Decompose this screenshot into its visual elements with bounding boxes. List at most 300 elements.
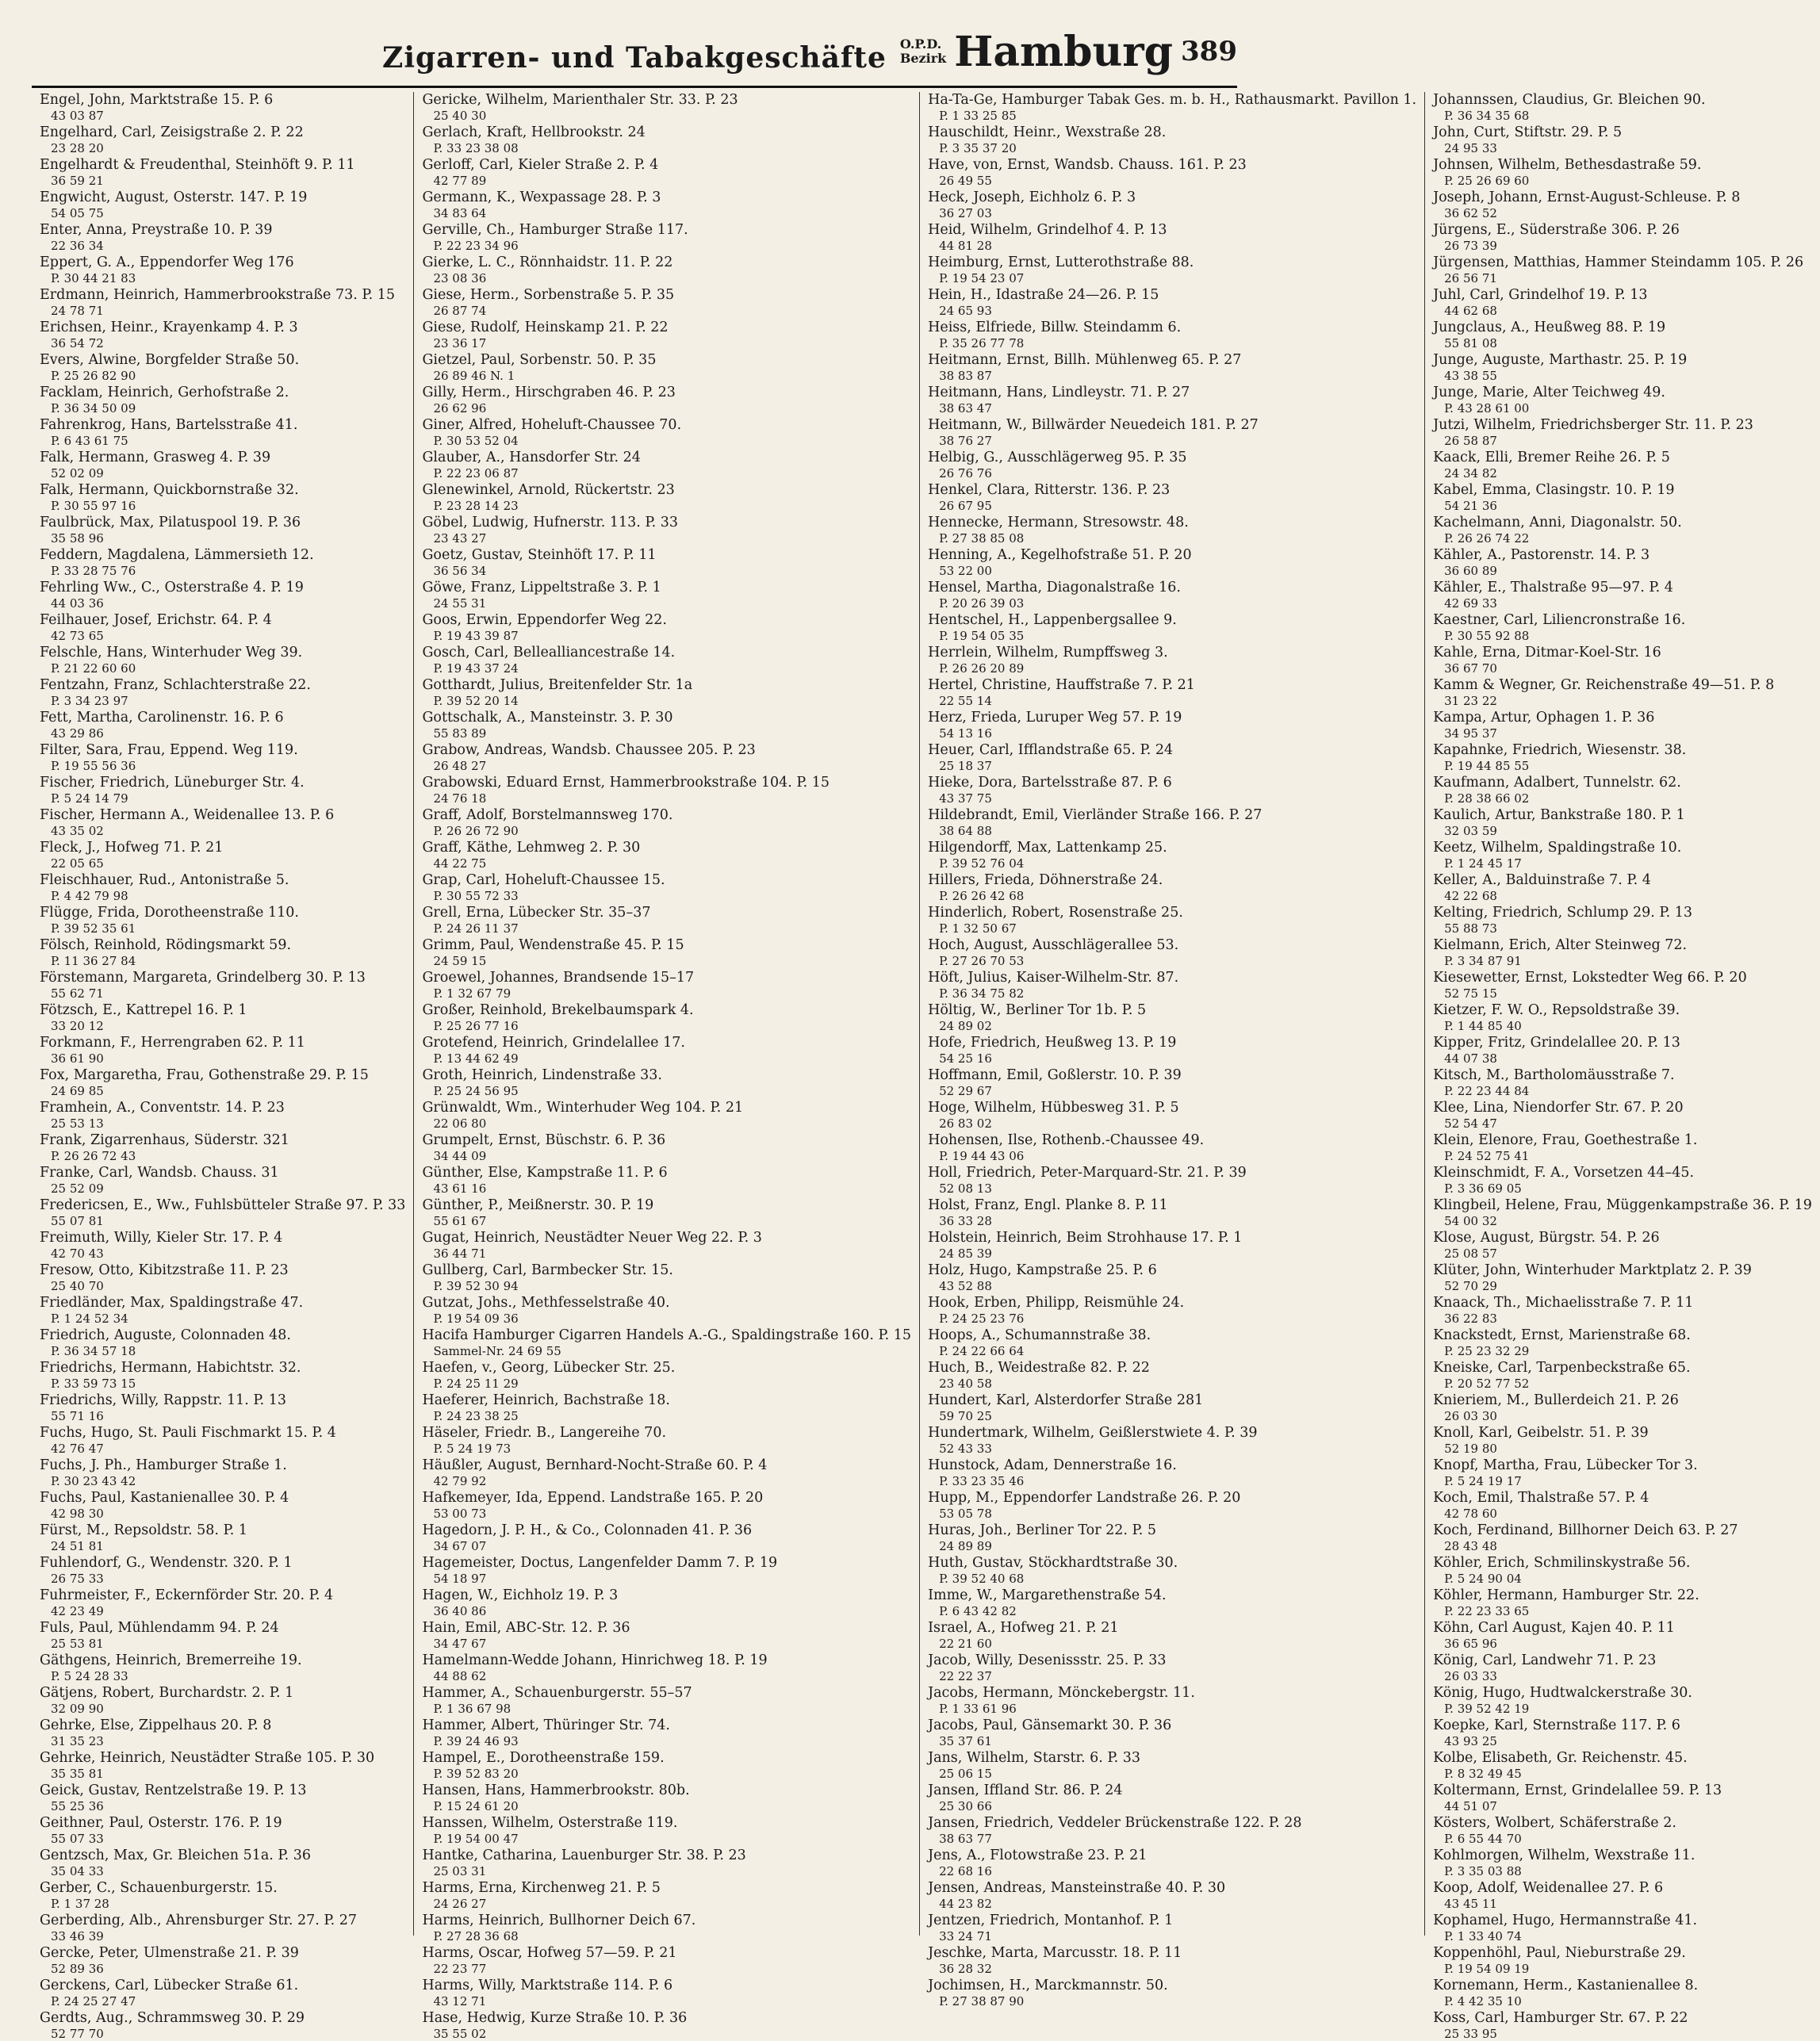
entry-name: Gosch, Carl, Bellealliancestraße 14. <box>422 645 676 661</box>
directory-entry <box>1433 1392 1812 1423</box>
entry-name: Goetz, Gustav, Steinhöft 17. P. 11 <box>422 547 657 563</box>
entry-phone: P. 33 23 35 46 <box>939 1474 1025 1488</box>
entry-name: Geithner, Paul, Osterstr. 176. P. 19 <box>40 1815 282 1831</box>
entry-phone: P. 24 52 75 41 <box>1444 1149 1530 1163</box>
directory-entry <box>928 450 1416 481</box>
entry-phone: P. 21 22 60 60 <box>51 661 136 676</box>
directory-entry <box>1433 1067 1812 1098</box>
directory-entry <box>422 1295 911 1326</box>
entry-name: Grumpelt, Ernst, Büschstr. 6. P. 36 <box>422 1132 666 1148</box>
entry-name: Giese, Rudolf, Heinskamp 21. P. 22 <box>422 320 669 335</box>
entry-phone: 22 06 80 <box>433 1116 487 1131</box>
entry-name: Hase, Hedwig, Kurze Straße 10. P. 36 <box>422 2010 688 2026</box>
directory-entry <box>1433 1197 1812 1228</box>
entry-name: Haeferer, Heinrich, Bachstraße 18. <box>422 1392 670 1408</box>
entry-name: Goos, Erwin, Eppendorfer Weg 22. <box>422 612 667 628</box>
entry-name: Höft, Julius, Kaiser-Wilhelm-Str. 87. <box>928 970 1179 986</box>
directory-entry <box>1433 124 1812 155</box>
entry-phone: 44 22 75 <box>433 856 487 871</box>
entry-name: Flügge, Frida, Dorotheenstraße 110. <box>40 905 299 921</box>
entry-phone: P. 39 52 20 14 <box>433 694 519 708</box>
entry-phone: P. 6 55 44 70 <box>1444 1832 1522 1846</box>
directory-entry <box>928 1457 1416 1488</box>
entry-name: Kahle, Erna, Ditmar-Koel-Str. 16 <box>1433 645 1661 661</box>
directory-entry <box>928 352 1416 383</box>
directory-entry <box>928 1035 1416 1066</box>
directory-entry <box>40 450 405 481</box>
entry-name: Harms, Oscar, Hofweg 57—59. P. 21 <box>422 1945 677 1961</box>
entry-phone: 25 40 70 <box>51 1279 104 1293</box>
directory-entry <box>1433 1685 1812 1716</box>
entry-phone: 52 89 36 <box>51 1962 104 1976</box>
entry-name: Frank, Zigarrenhaus, Süderstr. 321 <box>40 1132 289 1148</box>
directory-entry <box>1433 1978 1812 2008</box>
directory-entry <box>928 1197 1416 1228</box>
entry-name: Gietzel, Paul, Sorbenstr. 50. P. 35 <box>422 352 657 368</box>
entry-phone: 43 52 88 <box>939 1279 992 1293</box>
directory-entry <box>40 1327 405 1358</box>
directory-entry <box>1433 775 1812 806</box>
entry-name: Hoffmann, Emil, Goßlerstr. 10. P. 39 <box>928 1067 1182 1083</box>
directory-entry <box>40 320 405 350</box>
directory-entry <box>1433 482 1812 513</box>
directory-entry <box>1433 742 1812 773</box>
directory-entry <box>422 1783 911 1813</box>
entry-name: Harms, Erna, Kirchenweg 21. P. 5 <box>422 1880 661 1896</box>
directory-entry <box>422 1848 911 1878</box>
entry-phone: P. 19 43 39 87 <box>433 629 519 643</box>
header-rule <box>32 86 1237 88</box>
directory-entry <box>1433 710 1812 741</box>
entry-name: Gerlach, Kraft, Hellbrookstr. 24 <box>422 124 646 140</box>
directory-entry <box>928 190 1416 220</box>
entry-name: Forkmann, F., Herrengraben 62. P. 11 <box>40 1035 305 1051</box>
directory-entry <box>1433 840 1812 871</box>
entry-phone: 34 47 67 <box>433 1637 487 1651</box>
entry-phone: P. 15 24 61 20 <box>433 1799 519 1813</box>
entry-phone: 52 43 33 <box>939 1442 992 1456</box>
directory-entry <box>40 2010 405 2041</box>
entry-phone: 24 78 71 <box>51 304 104 318</box>
entry-name: Heuer, Carl, Ifflandstraße 65. P. 24 <box>928 742 1174 758</box>
entry-name: Hagemeister, Doctus, Langenfelder Damm 7. P. 19 <box>422 1555 778 1571</box>
entry-phone: P. 22 23 34 96 <box>433 239 519 253</box>
entry-phone: 52 70 29 <box>1444 1279 1497 1293</box>
entry-name: Israel, A., Hofweg 21. P. 21 <box>928 1620 1119 1636</box>
directory-entry <box>1433 1132 1812 1163</box>
entry-phone: 38 63 77 <box>939 1832 992 1846</box>
entry-name: Faulbrück, Max, Pilatuspool 19. P. 36 <box>40 515 301 530</box>
entry-phone: P. 19 54 00 47 <box>433 1832 519 1846</box>
entry-name: Knaack, Th., Michaelisstraße 7. P. 11 <box>1433 1295 1694 1311</box>
directory-entry <box>928 1978 1416 2008</box>
entry-name: Günther, P., Meißnerstr. 30. P. 19 <box>422 1197 654 1213</box>
directory-entry <box>40 840 405 871</box>
directory-entry <box>1433 1880 1812 1911</box>
entry-name: Johnsen, Wilhelm, Bethesdastraße 59. <box>1433 157 1702 173</box>
directory-entry <box>40 1262 405 1293</box>
entry-phone: P. 26 26 72 43 <box>51 1149 136 1163</box>
directory-entry <box>1433 1457 1812 1488</box>
directory-entry <box>928 1165 1416 1196</box>
entry-name: Jacobs, Hermann, Mönckebergstr. 11. <box>928 1685 1195 1701</box>
directory-entry <box>40 287 405 318</box>
directory-entry <box>422 872 911 903</box>
entry-name: Groewel, Johannes, Brandsende 15–17 <box>422 970 695 986</box>
directory-entry <box>928 1750 1416 1781</box>
entry-phone: 34 44 09 <box>433 1149 487 1163</box>
directory-entry <box>928 515 1416 546</box>
entry-name: Gerville, Ch., Hamburger Straße 117. <box>422 222 688 238</box>
entry-name: Jacob, Willy, Desenissstr. 25. P. 33 <box>928 1652 1167 1668</box>
directory-entry <box>422 1978 911 2008</box>
directory-entry <box>40 1522 405 1553</box>
directory-entry <box>928 1587 1416 1618</box>
entry-name: Franke, Carl, Wandsb. Chauss. 31 <box>40 1165 279 1181</box>
entry-phone: 23 28 20 <box>51 141 104 155</box>
entry-phone: 53 05 78 <box>939 1507 992 1521</box>
entry-name: Gehrke, Else, Zippelhaus 20. P. 8 <box>40 1717 272 1733</box>
directory-entry <box>40 1717 405 1748</box>
entry-phone: P. 20 52 77 52 <box>1444 1377 1530 1391</box>
entry-name: Henkel, Clara, Ritterstr. 136. P. 23 <box>928 482 1171 498</box>
directory-entry <box>928 710 1416 741</box>
entry-name: Falk, Hermann, Grasweg 4. P. 39 <box>40 450 271 465</box>
directory-entry <box>40 1783 405 1813</box>
entry-phone: P. 19 55 56 36 <box>51 759 136 773</box>
entry-phone: P. 27 28 36 68 <box>433 1929 519 1943</box>
entry-phone: 36 44 71 <box>433 1246 487 1261</box>
entry-phone: 36 65 96 <box>1444 1637 1497 1651</box>
entry-name: Koepke, Karl, Sternstraße 117. P. 6 <box>1433 1717 1680 1733</box>
directory-entry <box>40 1848 405 1878</box>
entry-name: Klüter, John, Winterhuder Marktplatz 2. P. 39 <box>1433 1262 1752 1278</box>
directory-entry <box>1433 1100 1812 1131</box>
entry-name: Kolbe, Elisabeth, Gr. Reichenstr. 45. <box>1433 1750 1688 1766</box>
entry-phone: 55 07 81 <box>51 1214 104 1228</box>
entry-phone: 43 35 02 <box>51 824 104 838</box>
entry-name: Fox, Margaretha, Frau, Gothenstraße 29. P. 15 <box>40 1067 369 1083</box>
entry-phone: 53 00 73 <box>433 1507 487 1521</box>
entry-name: Häseler, Friedr. B., Langereihe 70. <box>422 1425 667 1441</box>
entry-phone: 36 60 89 <box>1444 564 1497 578</box>
entry-phone: 36 61 90 <box>51 1051 104 1066</box>
entry-name: Höltig, W., Berliner Tor 1b. P. 5 <box>928 1002 1147 1018</box>
entry-phone: 24 65 93 <box>939 304 992 318</box>
entry-name: Gätjens, Robert, Burchardstr. 2. P. 1 <box>40 1685 294 1701</box>
directory-entry <box>40 482 405 513</box>
entry-phone: P. 30 44 21 83 <box>51 271 136 285</box>
entry-phone: 42 70 43 <box>51 1246 104 1261</box>
directory-columns <box>32 92 1812 2041</box>
directory-entry <box>1433 677 1812 708</box>
directory-entry <box>1433 385 1812 415</box>
entry-phone: P. 22 23 33 65 <box>1444 1604 1530 1618</box>
entry-name: Kaestner, Carl, Liliencronstraße 16. <box>1433 612 1686 628</box>
entry-name: Gilly, Herm., Hirschgraben 46. P. 23 <box>422 385 676 400</box>
directory-entry <box>40 1555 405 1586</box>
directory-entry <box>422 1750 911 1781</box>
entry-phone: P. 24 25 27 47 <box>51 1994 136 2008</box>
entry-name: Kietzer, F. W. O., Repsoldstraße 39. <box>1433 1002 1680 1018</box>
page-header <box>32 17 1237 86</box>
entry-phone: 54 18 97 <box>433 1572 487 1586</box>
entry-phone: P. 1 33 25 85 <box>939 109 1017 123</box>
directory-entry <box>928 1685 1416 1716</box>
entry-phone: 43 45 11 <box>1444 1897 1497 1911</box>
entry-phone: 26 73 39 <box>1444 239 1497 253</box>
directory-entry <box>1433 515 1812 546</box>
entry-name: Friedrichs, Hermann, Habichtstr. 32. <box>40 1360 301 1376</box>
entry-phone: 35 04 33 <box>51 1864 104 1878</box>
entry-name: Heitmann, Ernst, Billh. Mühlenweg 65. P. 27 <box>928 352 1242 368</box>
entry-phone: P. 35 26 77 78 <box>939 336 1025 350</box>
entry-phone: 36 54 72 <box>51 336 104 350</box>
entry-name: Kelting, Friedrich, Schlump 29. P. 13 <box>1433 905 1693 921</box>
directory-entry <box>40 124 405 155</box>
entry-name: Groth, Heinrich, Lindenstraße 33. <box>422 1067 662 1083</box>
directory-entry <box>928 1652 1416 1683</box>
entry-name: Jochimsen, H., Marckmannstr. 50. <box>928 1978 1168 1993</box>
directory-entry <box>928 612 1416 643</box>
entry-phone: P. 5 24 28 33 <box>51 1669 128 1683</box>
directory-entry <box>40 645 405 676</box>
entry-phone: P. 19 54 09 19 <box>1444 1962 1530 1976</box>
entry-phone: P. 27 38 87 90 <box>939 1994 1025 2008</box>
entry-name: Grimm, Paul, Wendenstraße 45. P. 15 <box>422 937 684 953</box>
entry-phone: 35 58 96 <box>51 531 104 546</box>
entry-phone: P. 5 24 90 04 <box>1444 1572 1522 1586</box>
entry-name: Koss, Carl, Hamburger Str. 67. P. 22 <box>1433 2010 1688 2026</box>
directory-entry <box>1433 417 1812 448</box>
entry-phone: 26 67 95 <box>939 499 992 513</box>
directory-entry <box>40 1392 405 1423</box>
directory-entry <box>422 905 911 936</box>
entry-name: Knopf, Martha, Frau, Lübecker Tor 3. <box>1433 1457 1698 1473</box>
directory-entry <box>422 1717 911 1748</box>
directory-entry <box>1433 1490 1812 1521</box>
directory-entry <box>40 1652 405 1683</box>
entry-phone: 36 40 86 <box>433 1604 487 1618</box>
entry-name: Gerberding, Alb., Ahrensburger Str. 27. P. 27 <box>40 1913 357 1928</box>
entry-phone: P. 4 42 79 98 <box>51 889 128 903</box>
directory-entry <box>1433 190 1812 220</box>
entry-phone: 25 53 13 <box>51 1116 104 1131</box>
entry-name: Hanssen, Wilhelm, Osterstraße 119. <box>422 1815 678 1831</box>
entry-name: Gentzsch, Max, Gr. Bleichen 51a. P. 36 <box>40 1848 312 1863</box>
entry-name: Jansen, Friedrich, Veddeler Brückenstraße 122. P. 28 <box>928 1815 1302 1831</box>
entry-phone: 26 75 33 <box>51 1572 104 1586</box>
entry-phone: P. 27 26 70 53 <box>939 954 1025 968</box>
entry-phone: P. 3 34 23 97 <box>51 694 128 708</box>
entry-name: Heimburg, Ernst, Lutterothstraße 88. <box>928 255 1194 270</box>
entry-phone: P. 36 34 50 09 <box>51 401 136 415</box>
entry-name: Klein, Elenore, Frau, Goethestraße 1. <box>1433 1132 1698 1148</box>
entry-phone: 42 23 49 <box>51 1604 104 1618</box>
header-right <box>900 17 1237 86</box>
entry-phone: P. 39 52 76 04 <box>939 856 1025 871</box>
directory-entry <box>40 580 405 611</box>
entry-name: Felschle, Hans, Winterhuder Weg 39. <box>40 645 303 661</box>
entry-phone: 52 77 70 <box>51 2027 104 2041</box>
entry-name: Fürst, M., Repsoldstr. 58. P. 1 <box>40 1522 248 1538</box>
entry-phone: 25 40 30 <box>433 109 487 123</box>
directory-entry <box>422 1685 911 1716</box>
directory-entry <box>422 1230 911 1261</box>
entry-phone: P. 1 24 45 17 <box>1444 856 1522 871</box>
entry-phone: 43 93 25 <box>1444 1734 1497 1748</box>
entry-name: Huth, Gustav, Stöckhardtstraße 30. <box>928 1555 1178 1571</box>
directory-entry <box>1433 645 1812 676</box>
entry-phone: 43 61 16 <box>433 1181 487 1196</box>
entry-phone: P. 19 44 43 06 <box>939 1149 1025 1163</box>
directory-entry <box>422 124 911 155</box>
directory-entry <box>422 1067 911 1098</box>
entry-name: Henning, A., Kegelhofstraße 51. P. 20 <box>928 547 1192 563</box>
directory-entry <box>928 645 1416 676</box>
entry-phone: 26 89 46 N. 1 <box>433 369 515 383</box>
entry-name: Köhler, Erich, Schmilinskystraße 56. <box>1433 1555 1691 1571</box>
entry-phone: P. 30 55 92 88 <box>1444 629 1530 643</box>
entry-phone: P. 1 33 40 74 <box>1444 1929 1522 1943</box>
entry-name: Hammer, Albert, Thüringer Str. 74. <box>422 1717 670 1733</box>
directory-entry <box>928 1392 1416 1423</box>
entry-phone: 22 68 16 <box>939 1864 992 1878</box>
directory-entry <box>928 1490 1416 1521</box>
entry-phone: P. 26 26 72 90 <box>433 824 519 838</box>
entry-phone: 31 23 22 <box>1444 694 1497 708</box>
entry-name: Großer, Reinhold, Brekelbaumspark 4. <box>422 1002 694 1018</box>
directory-entry <box>40 1425 405 1456</box>
entry-name: Giese, Herm., Sorbenstraße 5. P. 35 <box>422 287 675 303</box>
entry-name: Erdmann, Heinrich, Hammerbrookstraße 73. P. 15 <box>40 287 395 303</box>
entry-name: Joseph, Johann, Ernst-August-Schleuse. P. 8 <box>1433 190 1741 205</box>
entry-phone: 44 88 62 <box>433 1669 487 1683</box>
entry-phone: 55 81 08 <box>1444 336 1497 350</box>
entry-name: Friedrichs, Willy, Rappstr. 11. P. 13 <box>40 1392 286 1408</box>
entry-phone: 52 02 09 <box>51 466 104 481</box>
directory-entry <box>928 677 1416 708</box>
entry-phone: P. 25 23 32 29 <box>1444 1344 1530 1358</box>
directory-entry <box>1433 872 1812 903</box>
entry-phone: 38 64 88 <box>939 824 992 838</box>
directory-entry <box>1433 1230 1812 1261</box>
entry-name: Hillers, Frieda, Döhnerstraße 24. <box>928 872 1163 888</box>
entry-name: Gerdts, Aug., Schrammsweg 30. P. 29 <box>40 2010 305 2026</box>
entry-name: Gerckens, Carl, Lübecker Straße 61. <box>40 1978 299 1993</box>
entry-name: Fuhlendorf, G., Wendenstr. 320. P. 1 <box>40 1555 293 1571</box>
entry-name: Ha-Ta-Ge, Hamburger Tabak Ges. m. b. H., Rathausmarkt. Pavillon 1. <box>928 92 1417 108</box>
entry-phone: 43 37 75 <box>939 791 992 806</box>
entry-name: Fuchs, J. Ph., Hamburger Straße 1. <box>40 1457 287 1473</box>
entry-name: Glauber, A., Hansdorfer Str. 24 <box>422 450 641 465</box>
directory-entry <box>422 1100 911 1131</box>
entry-phone: P. 19 54 05 35 <box>939 629 1025 643</box>
entry-phone: 55 71 16 <box>51 1409 104 1423</box>
directory-entry <box>1433 1815 1812 1846</box>
entry-phone: 34 67 07 <box>433 1539 487 1553</box>
entry-name: Jens, A., Flotowstraße 23. P. 21 <box>928 1848 1148 1863</box>
entry-phone: 23 43 27 <box>433 531 487 546</box>
directory-entry <box>40 1620 405 1651</box>
directory-entry <box>928 840 1416 871</box>
entry-phone: 24 89 02 <box>939 1019 992 1033</box>
entry-name: Feilhauer, Josef, Erichstr. 64. P. 4 <box>40 612 272 628</box>
entry-name: Enter, Anna, Preystraße 10. P. 39 <box>40 222 273 238</box>
directory-entry <box>40 1457 405 1488</box>
entry-name: Hoch, August, Ausschlägerallee 53. <box>928 937 1179 953</box>
entry-phone: 33 24 71 <box>939 1929 992 1943</box>
entry-name: Eppert, G. A., Eppendorfer Weg 176 <box>40 255 294 270</box>
entry-phone: P. 25 26 77 16 <box>433 1019 519 1033</box>
entry-name: Friedrich, Auguste, Colonnaden 48. <box>40 1327 291 1343</box>
entry-phone: 36 33 28 <box>939 1214 992 1228</box>
entry-phone: 22 05 65 <box>51 856 104 871</box>
entry-phone: 34 83 64 <box>433 206 487 220</box>
directory-entry <box>928 970 1416 1001</box>
entry-name: Jürgens, E., Süderstraße 306. P. 26 <box>1433 222 1680 238</box>
directory-entry <box>40 515 405 546</box>
entry-name: Heitmann, W., Billwärder Neuedeich 181. P. 27 <box>928 417 1259 433</box>
entry-name: Kaulich, Artur, Bankstraße 180. P. 1 <box>1433 807 1685 823</box>
entry-name: Hook, Erben, Philipp, Reismühle 24. <box>928 1295 1185 1311</box>
entry-name: Johannssen, Claudius, Gr. Bleichen 90. <box>1433 92 1706 108</box>
directory-entry <box>1433 1425 1812 1456</box>
entry-phone: 25 03 31 <box>433 1864 487 1878</box>
entry-phone: P. 3 36 69 05 <box>1444 1181 1522 1196</box>
entry-name: Fuchs, Paul, Kastanienallee 30. P. 4 <box>40 1490 289 1506</box>
entry-phone: P. 33 59 73 15 <box>51 1377 136 1391</box>
entry-name: Heck, Joseph, Eichholz 6. P. 3 <box>928 190 1136 205</box>
entry-name: Hunstock, Adam, Dennerstraße 16. <box>928 1457 1177 1473</box>
directory-entry <box>928 1425 1416 1456</box>
directory-entry <box>40 255 405 285</box>
entry-name: Germann, K., Wexpassage 28. P. 3 <box>422 190 661 205</box>
directory-entry <box>422 807 911 838</box>
entry-phone: P. 19 44 85 55 <box>1444 759 1530 773</box>
entry-phone: 35 37 61 <box>939 1734 992 1748</box>
entry-name: Koltermann, Ernst, Grindelallee 59. P. 13 <box>1433 1783 1722 1798</box>
entry-name: Hertel, Christine, Hauffstraße 7. P. 21 <box>928 677 1195 693</box>
entry-name: Framhein, A., Conventstr. 14. P. 23 <box>40 1100 285 1116</box>
directory-entry <box>422 1522 911 1553</box>
entry-name: Keetz, Wilhelm, Spaldingstraße 10. <box>1433 840 1682 856</box>
directory-entry <box>422 1035 911 1066</box>
directory-entry <box>928 222 1416 253</box>
entry-name: Evers, Alwine, Borgfelder Straße 50. <box>40 352 300 368</box>
entry-phone: P. 22 23 06 87 <box>433 466 519 481</box>
directory-entry <box>928 1230 1416 1261</box>
entry-name: Erichsen, Heinr., Krayenkamp 4. P. 3 <box>40 320 298 335</box>
directory-column <box>920 92 1425 2008</box>
entry-phone: 26 83 02 <box>939 1116 992 1131</box>
entry-name: Gerber, C., Schauenburgerstr. 15. <box>40 1880 278 1896</box>
directory-entry <box>1433 2010 1812 2041</box>
entry-name: Jacobs, Paul, Gänsemarkt 30. P. 36 <box>928 1717 1172 1733</box>
directory-entry <box>40 1295 405 1326</box>
directory-entry <box>928 872 1416 903</box>
entry-phone: 43 29 86 <box>51 726 104 741</box>
entry-phone: P. 39 52 30 94 <box>433 1279 519 1293</box>
entry-name: Fehrling Ww., C., Osterstraße 4. P. 19 <box>40 580 304 595</box>
directory-entry <box>422 1555 911 1586</box>
entry-phone: P. 24 23 38 25 <box>433 1409 519 1423</box>
entry-phone: P. 24 25 23 76 <box>939 1312 1025 1326</box>
directory-entry <box>1433 1035 1812 1066</box>
entry-name: Göbel, Ludwig, Hufnerstr. 113. P. 33 <box>422 515 678 530</box>
entry-phone: P. 19 54 09 36 <box>433 1312 519 1326</box>
entry-name: Huch, B., Weidestraße 82. P. 22 <box>928 1360 1150 1376</box>
